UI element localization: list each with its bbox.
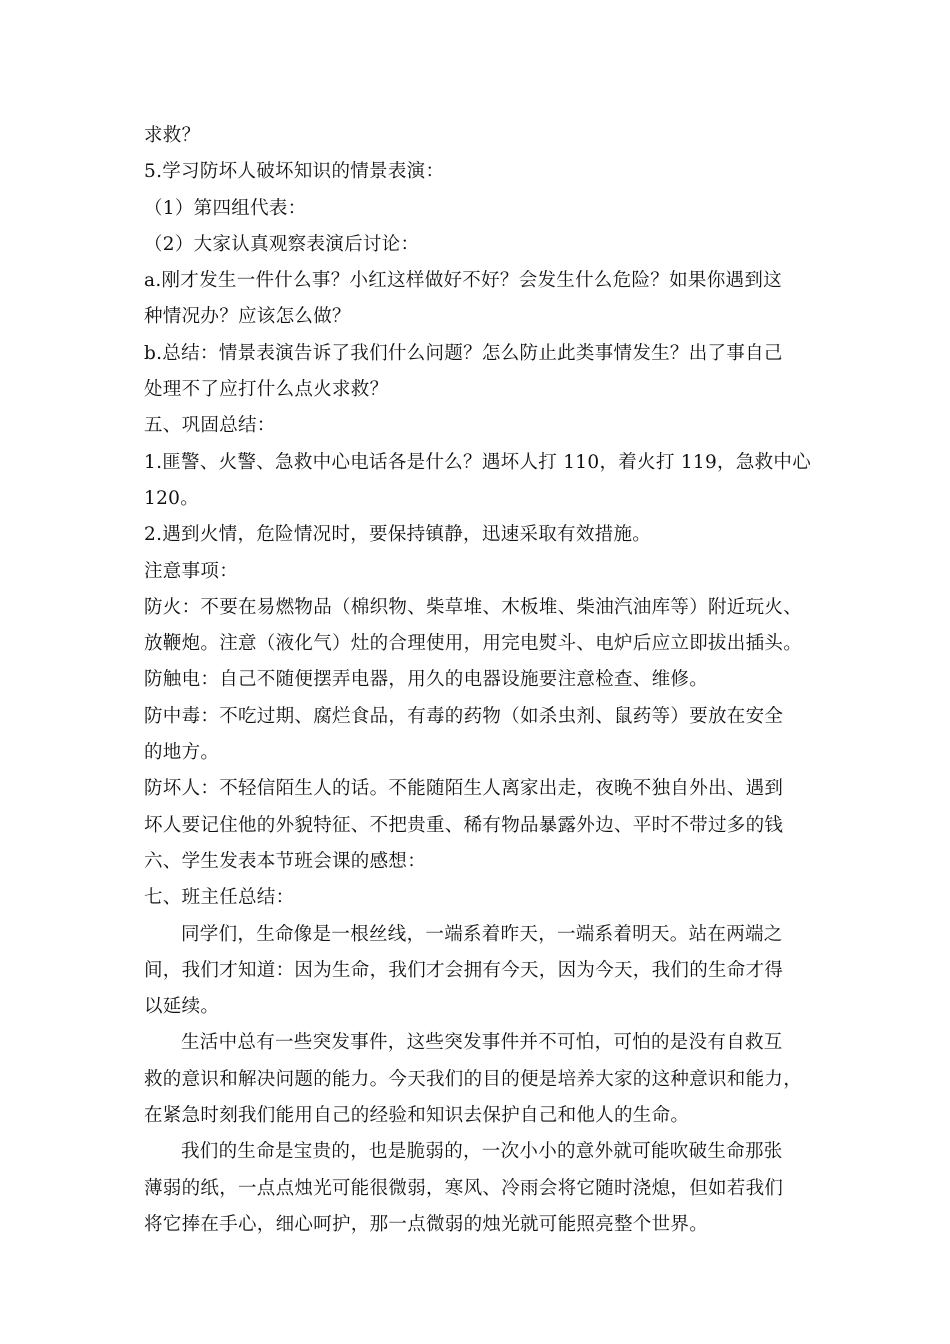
text-line: 注意事项： <box>144 560 239 582</box>
text-line: b.总结：情景表演告诉了我们什么问题？怎么防止此类事情发生？出了事自己 <box>144 342 783 364</box>
text-line: 六、学生发表本节班会课的感想： <box>144 850 427 872</box>
text-line: 求救？ <box>144 125 201 146</box>
text-line: 我们的生命是宝贵的，也是脆弱的，一次小小的意外就可能吹破生命那张 <box>181 1141 783 1163</box>
text-line: 防火：不要在易燃物品（棉织物、柴草堆、木板堆、柴油汽油库等）附近玩火、 <box>144 596 803 618</box>
text-line: 放鞭炮。注意（液化气）灶的合理使用，用完电熨斗、电炉后应立即拔出插头。 <box>144 633 803 655</box>
text-line: 120。 <box>144 487 200 509</box>
text-line: （2）大家认真观察表演后讨论： <box>144 233 420 255</box>
text-line: 救的意识和解决问题的能力。今天我们的目的便是培养大家的这种意识和能力， <box>144 1068 803 1090</box>
text-line: 处理不了应打什么点火求救？ <box>144 379 389 401</box>
text-line: 以延续。 <box>144 996 220 1018</box>
text-line: a.刚才发生一件什么事？小红这样做好不好？会发生什么危险？如果你遇到这 <box>144 270 782 292</box>
text-line: 防触电：自己不随便摆弄电器，用久的电器设施要注意检查、维修。 <box>144 669 709 691</box>
text-line: 防中毒：不吃过期、腐烂食品，有毒的药物（如杀虫剂、鼠药等）要放在安全 <box>144 705 784 727</box>
text-line: 间，我们才知道：因为生命，我们才会拥有今天，因为今天，我们的生命才得 <box>144 959 784 981</box>
text-line: （1）第四组代表： <box>144 197 307 219</box>
text-line: 五、巩固总结： <box>144 415 276 437</box>
text-line: 薄弱的纸，一点点烛光可能很微弱，寒风、冷雨会将它随时浇熄，但如若我们 <box>144 1177 784 1199</box>
text-line: 七、班主任总结： <box>144 887 295 909</box>
text-line: 2.遇到火情，危险情况时，要保持镇静，迅速采取有效措施。 <box>144 524 652 546</box>
text-line: 生活中总有一些突发事件，这些突发事件并不可怕，可怕的是没有自救互 <box>181 1032 783 1054</box>
text-line: 同学们，生命像是一根丝线，一端系着昨天，一端系着明天。站在两端之 <box>181 923 783 945</box>
text-line: 5.学习防坏人破坏知识的情景表演： <box>144 161 445 183</box>
text-line: 将它捧在手心，细心呵护，那一点微弱的烛光就可能照亮整个世界。 <box>144 1213 709 1235</box>
text-line: 1.匪警、火警、急救中心电话各是什么？遇坏人打 110，着火打 119，急救中心 <box>144 451 812 473</box>
text-line: 在紧急时刻我们能用自己的经验和知识去保护自己和他人的生命。 <box>144 1105 690 1127</box>
text-line: 的地方。 <box>144 742 220 764</box>
text-line: 坏人要记住他的外貌特征、不把贵重、稀有物品暴露外边、平时不带过多的钱 <box>144 814 784 836</box>
document-body <box>144 118 820 1243</box>
text-line: 防坏人：不轻信陌生人的话。不能随陌生人离家出走，夜晚不独自外出、遇到 <box>144 778 784 800</box>
text-line: 种情况办？应该怎么做？ <box>144 306 351 328</box>
